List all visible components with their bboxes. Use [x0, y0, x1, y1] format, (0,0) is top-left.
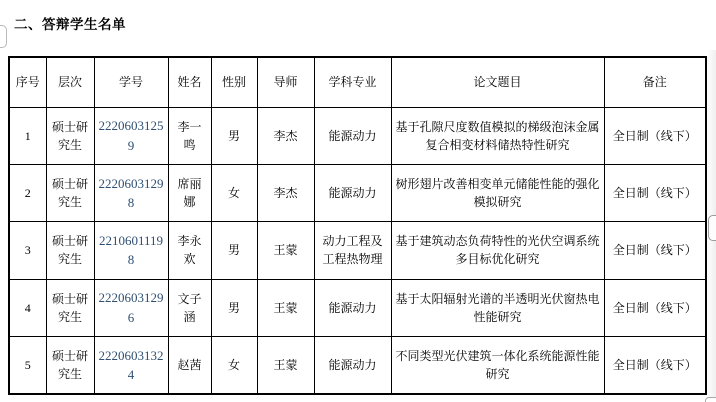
table-row [9, 222, 706, 279]
cell-thesis: 基于孔隙尺度数值模拟的梯级泡沫金属复合相变材料储热特性研究 [391, 107, 604, 164]
left-edge-partial-control[interactable] [0, 25, 7, 48]
cell-name: 李永欢 [168, 222, 211, 279]
cell-level: 硕士研究生 [46, 279, 94, 336]
cell-name: 李一鸣 [168, 107, 211, 164]
cell-level: 硕士研究生 [46, 164, 94, 221]
col-header-gender: 性别 [211, 57, 257, 107]
cell-thesis: 树形翅片改善相变单元储能性能的强化模拟研究 [391, 164, 604, 221]
cell-major: 能源动力 [314, 164, 391, 221]
cell-major: 能源动力 [314, 279, 391, 336]
cell-level: 硕士研究生 [46, 222, 94, 279]
cell-thesis: 不同类型光伏建筑一体化系统能源性能研究 [391, 337, 604, 394]
table-row [9, 337, 706, 394]
bottom-right-partial-control[interactable] [705, 397, 716, 402]
cell-gender: 男 [211, 279, 257, 336]
cell-advisor: 李杰 [257, 107, 314, 164]
cell-note: 全日制（线下） [604, 107, 706, 164]
table-row [9, 279, 706, 336]
table-row [9, 164, 706, 221]
cell-advisor: 王蒙 [257, 337, 314, 394]
cell-student-id: 22206031296 [94, 279, 168, 336]
header-row [9, 57, 706, 107]
col-header-advisor: 导师 [257, 57, 314, 107]
cell-major: 能源动力 [314, 107, 391, 164]
cell-note: 全日制（线下） [604, 164, 706, 221]
cell-gender: 女 [211, 164, 257, 221]
col-header-thesis: 论文题目 [391, 57, 604, 107]
cell-name: 文子涵 [168, 279, 211, 336]
cell-student-id: 22206031324 [94, 337, 168, 394]
cell-major: 能源动力 [314, 337, 391, 394]
cell-gender: 男 [211, 107, 257, 164]
cell-no: 2 [9, 164, 46, 221]
cell-note: 全日制（线下） [604, 222, 706, 279]
col-header-major: 学科专业 [314, 57, 391, 107]
col-header-level: 层次 [46, 57, 94, 107]
cell-name: 赵茜 [168, 337, 211, 394]
col-header-student-id: 学号 [94, 57, 168, 107]
col-header-name: 姓名 [168, 57, 211, 107]
col-header-note: 备注 [604, 57, 706, 107]
cell-note: 全日制（线下） [604, 337, 706, 394]
cell-no: 4 [9, 279, 46, 336]
cell-name: 席丽娜 [168, 164, 211, 221]
cell-level: 硕士研究生 [46, 107, 94, 164]
cell-no: 3 [9, 222, 46, 279]
right-edge-partial-control[interactable] [708, 215, 716, 241]
section-title: 二、答辩学生名单 [14, 17, 126, 32]
students-table [8, 56, 707, 395]
cell-gender: 女 [211, 337, 257, 394]
cell-student-id: 22106011198 [94, 222, 168, 279]
cell-level: 硕士研究生 [46, 337, 94, 394]
cell-note: 全日制（线下） [604, 279, 706, 336]
cell-no: 5 [9, 337, 46, 394]
cell-advisor: 王蒙 [257, 222, 314, 279]
cell-advisor: 王蒙 [257, 279, 314, 336]
table-row [9, 107, 706, 164]
cell-thesis: 基于建筑动态负荷特性的光伏空调系统多目标优化研究 [391, 222, 604, 279]
cell-advisor: 李杰 [257, 164, 314, 221]
col-header-no: 序号 [9, 57, 46, 107]
cell-student-id: 22206031259 [94, 107, 168, 164]
cell-student-id: 22206031298 [94, 164, 168, 221]
cell-thesis: 基于太阳辐射光谱的半透明光伏窗热电性能研究 [391, 279, 604, 336]
cell-no: 1 [9, 107, 46, 164]
cell-major: 动力工程及工程热物理 [314, 222, 391, 279]
cell-gender: 男 [211, 222, 257, 279]
